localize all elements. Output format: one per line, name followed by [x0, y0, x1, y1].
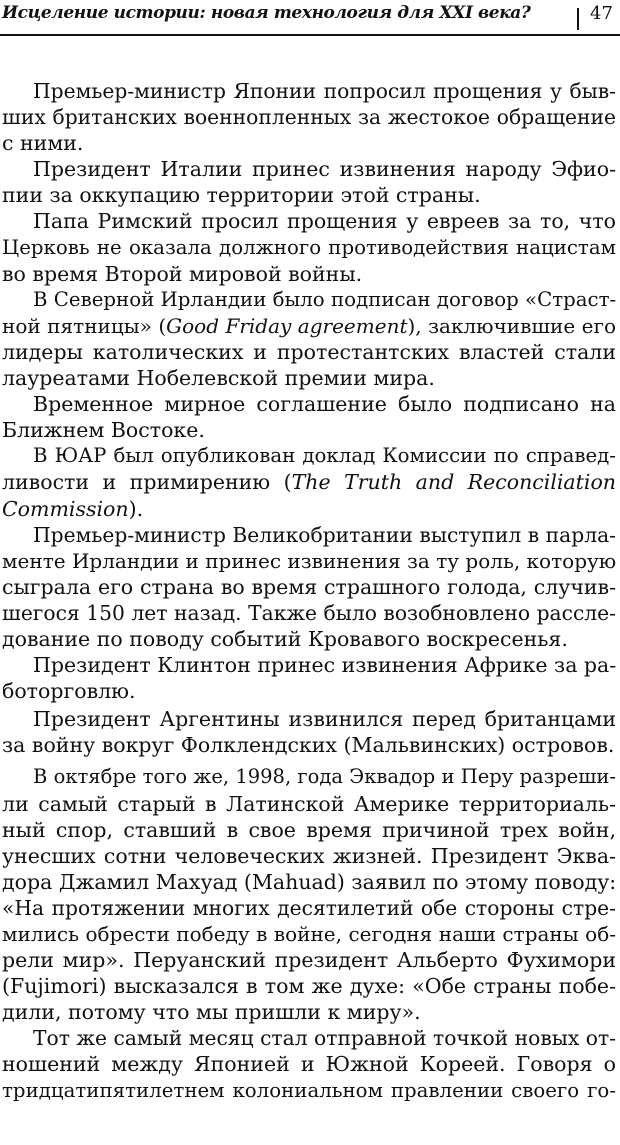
text-span: ливости и примирению (: [2, 470, 292, 495]
text-line: Премьер-министр Японии попросил прощения у быв-: [33, 79, 616, 103]
text-span: ной пятницы» (: [2, 313, 167, 338]
text-line: Премьер-министр Великобритании выступил в парла-: [33, 522, 616, 547]
text-line: унесших сотни человеческих жизней. Президент Эква-: [2, 843, 616, 868]
text-line: во время Второй мировой войны.: [2, 261, 363, 286]
text-line: Ближнем Востоке.: [2, 418, 205, 443]
text-span: ), заключившие его: [407, 313, 616, 338]
text-line: Церковь не оказала должного противодействия нацистам: [2, 235, 616, 259]
header-rule: [0, 34, 620, 36]
text-line: В октябре того же, 1998, года Эквадор и Перу разреши-: [33, 765, 616, 789]
text-line: Президент Клинтон принес извинения Африке за ра-: [33, 653, 616, 678]
text-line: ный спор, ставший в свое время причиной трех войн,: [2, 817, 616, 842]
text-line: ли самый старый в Латинской Америке территориаль-: [2, 791, 616, 816]
text-line: Президент Италии принес извинения народу Эфио-: [33, 157, 616, 182]
text-line: Тот же самый месяц стал отправной точкой новых от-: [33, 1026, 616, 1051]
text-line: В Северной Ирландии было подписан договор «Страст-: [33, 287, 616, 311]
text-line: лауреатами Нобелевской премии мира.: [2, 366, 435, 391]
italic-text: Good Friday agreement: [166, 313, 408, 338]
text-line: боторговлю.: [2, 679, 136, 704]
text-line: ших британских военнопленных за жестокое обращение: [2, 105, 616, 130]
text-line: за войну вокруг Фолклендских (Мальвинских) островов.: [2, 733, 615, 758]
body-text: [2, 78, 616, 1104]
text-line: ношений между Японией и Южной Кореей. Говоря о: [2, 1052, 616, 1077]
running-header: [0, 0, 620, 36]
text-line: Президент Аргентины извинился перед британцами: [33, 707, 616, 732]
text-line: Папа Римский просил прощения у евреев за то, что: [33, 209, 616, 234]
text-line: менте Ирландии и принес извинения за ту роль, которую: [2, 548, 616, 573]
text-line: дование по поводу событий Кровавого воскресенья.: [2, 626, 568, 651]
page-number: 47: [590, 3, 613, 24]
text-span: ).: [128, 496, 144, 521]
text-line: В ЮАР был опубликован доклад Комиссии по справед-: [33, 444, 616, 468]
text-line: дили, потому что мы пришли к миру».: [2, 1000, 421, 1025]
text-line: сыграла его страна во время страшного голода, случив-: [2, 574, 616, 599]
text-line: рели мир». Перуанский президент Альберто Фухимори: [2, 948, 616, 973]
text-line: [2, 496, 616, 522]
text-line: Временное мирное соглашение было подписано на: [33, 392, 616, 417]
text-line: [2, 469, 616, 495]
header-separator: [577, 8, 579, 30]
text-line: с ними.: [2, 131, 84, 156]
text-line: [2, 313, 616, 339]
text-line: мились обрести победу в войне, сегодня наши страны об-: [2, 922, 616, 946]
italic-text: Commission: [2, 496, 129, 521]
text-line: лидеры католических и протестантских властей стали: [2, 339, 616, 364]
text-line: дора Джамил Махуад (Mahuad) заявил по этому поводу:: [2, 869, 616, 894]
italic-text: The Truth and Reconciliation: [291, 470, 616, 495]
text-line: тридцатипятилетнем колониальном правлении своего го-: [2, 1078, 616, 1102]
text-line: шегося 150 лет назад. Также было возобновлено рассле-: [2, 600, 616, 625]
text-line: «На протяжении многих десятилетий обе стороны стре-: [2, 895, 616, 920]
text-line: пии за оккупацию территории этой страны.: [2, 183, 481, 208]
running-header-title: Исцеление истории: новая технология для XXI века?: [2, 3, 531, 23]
text-line: (Fujimori) высказался в том же духе: «Обе страны побе-: [2, 974, 616, 999]
